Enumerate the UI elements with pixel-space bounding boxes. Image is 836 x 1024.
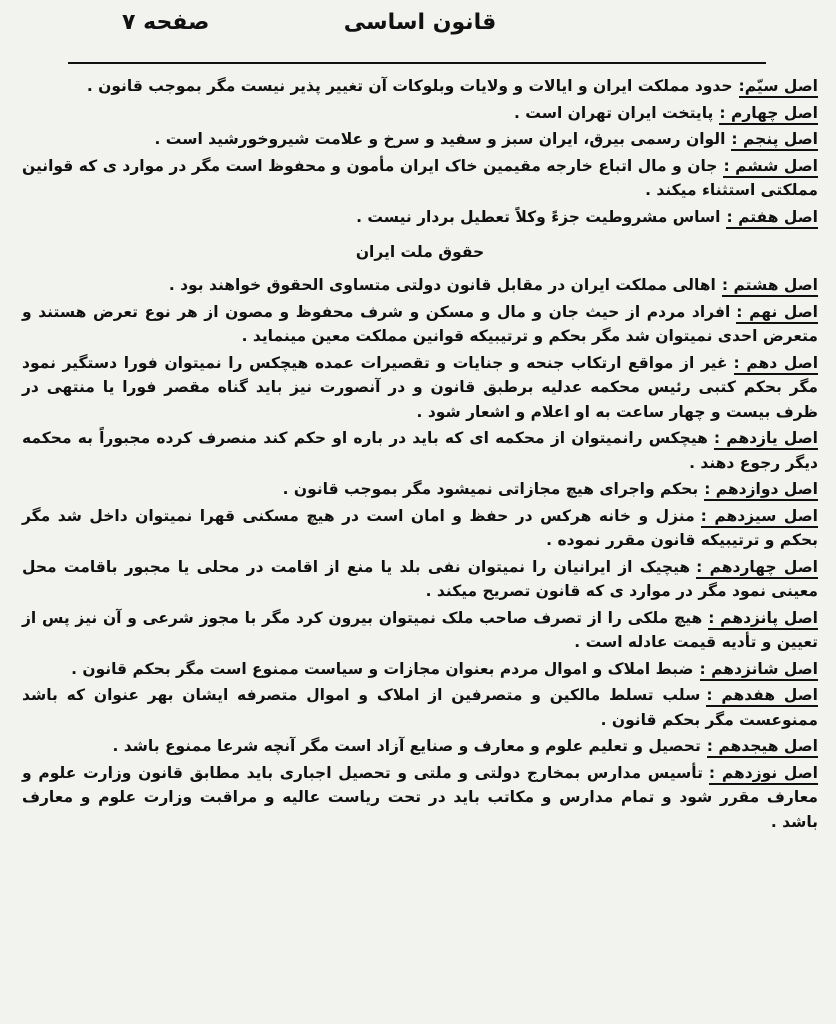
article-label: اصل هشتم : (722, 276, 818, 297)
article (22, 101, 818, 126)
article-text: الوان رسمی بیرق، ایران سبز و سفید و سرخ و علامت شیروخورشید است . (154, 130, 726, 148)
article-label: اصل ششم : (723, 157, 818, 178)
article (22, 300, 818, 349)
articles-group-1 (22, 74, 818, 229)
article-text: تحصیل و تعلیم علوم و معارف و صنایع آزاد است مگر آنچه شرعا ممنوع باشد . (112, 737, 701, 755)
article-label: اصل پنجم : (731, 130, 818, 151)
header-rule (68, 62, 766, 64)
article-label: اصل چهاردهم : (696, 558, 818, 579)
section-title: حقوق ملت ایران (355, 243, 485, 261)
article-label: اصل هیجدهم : (707, 737, 818, 758)
article (22, 734, 818, 759)
article (22, 74, 818, 99)
page-number: صفحه ۷ (122, 10, 210, 35)
article-text: هیچ ملکی را از تصرف صاحب ملک نمیتوان بیرون کرد مگر با مجوز شرعی و آن نیز پس از تعیین و تأدیه قیمت عادله است . (22, 608, 818, 651)
article-label: اصل یازدهم : (714, 429, 818, 450)
articles-group-2 (22, 273, 818, 834)
article-label: اصل چهارم : (719, 104, 818, 125)
article-text: اهالی مملکت ایران در مقابل قانون دولتی متساوی الحقوق خواهند بود . (168, 276, 716, 294)
article (22, 426, 818, 475)
article (22, 606, 818, 655)
article-label: اصل سیزدهم : (701, 507, 818, 528)
document-body (22, 74, 818, 836)
article (22, 154, 818, 203)
article-text: پایتخت ایران تهران است . (514, 103, 714, 122)
article-text: جان و مال اتباع خارجه مقیمین خاک ایران مأمون و محفوظ است مگر در موارد ی که قوانین مملکتی استثناء میکند . (22, 156, 818, 199)
article-text: اساس مشروطیت جزءً وکلاً تعطیل بردار نیست . (356, 207, 721, 226)
article-text: غیر از مواقع ارتکاب جنحه و جنایات و تقصیرات عمده هیچکس را نمیتوان فورا دستگیر نمود مگر بحکم کتبی رئیس محکمه عدلیه برطبق قانون و در آنصورت نیز باید گناه مقصر فورا یا منتهی در ظرف بیست و چهار ساعت به او اعلام و اشعار شود . (22, 353, 818, 421)
article (22, 273, 818, 298)
article-label: اصل شانزدهم : (700, 660, 819, 681)
article (22, 504, 818, 553)
article-text: هیچیک از ایرانیان را نمیتوان نفی بلد یا منع از اقامت در محلی یا مجبور باقامت محل معینی نمود مگر در موارد ی که قانون تصریح میکند . (22, 557, 818, 600)
article (22, 205, 818, 230)
article-text: بحکم واجرای هیچ مجازاتی نمیشود مگر بموجب قانون . (282, 480, 699, 498)
article (22, 761, 818, 835)
article-label: اصل نوزدهم : (709, 764, 818, 785)
article-text: حدود مملکت ایران و ایالات و ولایات وبلوکات آن تغییر پذیر نیست مگر بموجب قانون . (86, 77, 733, 95)
article-label: اصل پانزدهم : (708, 609, 818, 630)
article-label: اصل دوازدهم : (704, 480, 818, 501)
article (22, 555, 818, 604)
article-text: سلب تسلط مالکین و متصرفین از املاک و اموال متصرفه ایشان بهر عنوان که باشد ممنوعست مگر بحکم قانون . (22, 686, 818, 729)
article-text: ضبط املاک و اموال مردم بعنوان مجازات و سیاست ممنوع است مگر بحکم قانون . (71, 659, 694, 678)
article (22, 683, 818, 732)
page-header (22, 0, 818, 46)
article-text: منزل و خانه هرکس در حفظ و امان است در هیچ مسکنی قهرا نمیتوان داخل شد مگر بحکم و ترتیبیکه قانون مقرر نموده . (22, 506, 818, 549)
article-label: اصل سیّم: (739, 77, 818, 98)
article-label: اصل هفتم : (726, 208, 818, 229)
article-label: اصل نهم : (736, 303, 818, 324)
article-text: افراد مردم از حیث جان و مال و مسکن و شرف محفوظ و مصون از هر نوع تعرض هستند و متعرض احدی نمیتوان شد مگر بحکم و ترتیبیکه قوانین مملکت معین مینماید . (22, 302, 818, 345)
article (22, 127, 818, 152)
article (22, 351, 818, 425)
article-text: هیچکس رانمیتوان از محکمه ای که باید در باره او حکم کند منصرف کرده مجبوراً به محکمه دیگر رجوع دهند . (22, 429, 818, 472)
article (22, 477, 818, 502)
article-label: اصل دهم : (734, 354, 819, 375)
article (22, 657, 818, 682)
article-text: تأسیس مدارس بمخارج دولتی و ملتی و تحصیل اجباری باید مطابق قانون وزارت علوم و معارف مقرر شود و تمام مدارس و مکاتب باید در تحت ریاست عالیه و مراقبت وزارت علوم و معارف باشد . (22, 763, 818, 831)
article-label: اصل هفدهم : (706, 686, 818, 707)
page-title: قانون اساسی (343, 10, 497, 35)
